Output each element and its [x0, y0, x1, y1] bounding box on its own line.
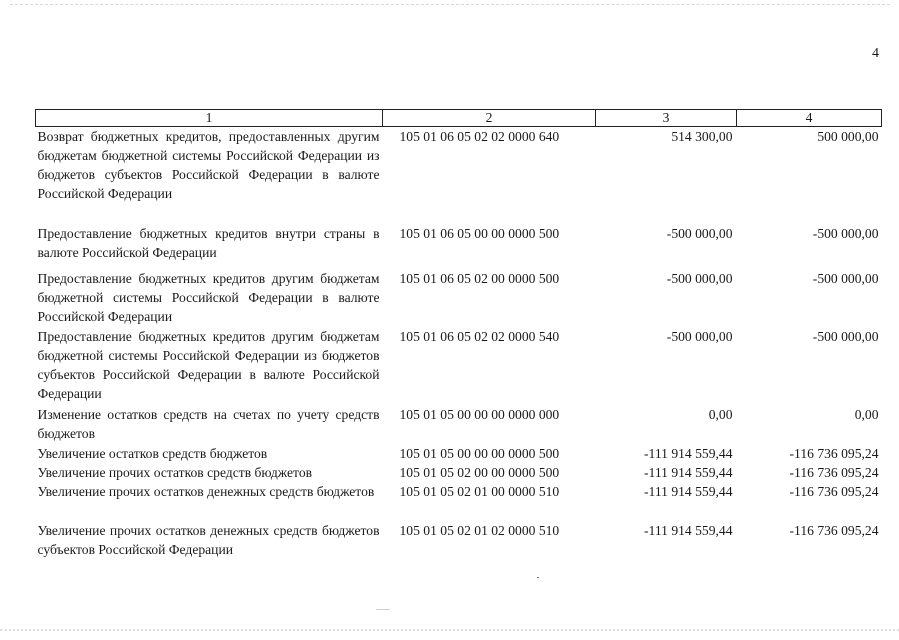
row-code: 105 01 06 05 00 00 0000 500: [399, 225, 560, 241]
table-header-row: [36, 110, 882, 127]
table-row: [36, 521, 882, 559]
row-code: 105 01 05 00 00 00 0000 500: [399, 445, 560, 461]
table-row: [36, 327, 882, 405]
row-value-col4: -116 736 095,24: [789, 483, 879, 499]
row-value-col4: 500 000,00: [817, 129, 879, 144]
row-value-col4: 0,00: [854, 406, 879, 422]
row-value-col3: -111 914 559,44: [644, 483, 733, 499]
row-value-col4: -116 736 095,24: [789, 445, 879, 461]
budget-sources-table: [35, 109, 882, 559]
table-row: [36, 127, 882, 224]
row-name: Предоставление бюджетных кредитов другим бюджетам бюджетной системы Российской Федерации в валюте Российской Федерации: [37, 270, 380, 324]
row-value-col4: -500 000,00: [812, 328, 879, 344]
row-value-col4: -116 736 095,24: [789, 464, 879, 480]
table-row: [36, 444, 882, 463]
row-code: 105 01 06 05 02 02 0000 640: [399, 129, 560, 144]
row-code: 105 01 06 05 02 02 0000 540: [399, 328, 560, 344]
row-name: Предоставление бюджетных кредитов внутри страны в валюте Российской Федерации: [37, 225, 380, 260]
row-value-col4: -500 000,00: [812, 270, 879, 286]
row-code: 105 01 06 05 02 00 0000 500: [399, 270, 560, 286]
table-row: [36, 405, 882, 444]
row-name: Увеличение остатков средств бюджетов: [37, 445, 268, 461]
table-row: [36, 463, 882, 482]
row-value-col3: 514 300,00: [671, 129, 733, 144]
table-row: [36, 269, 882, 327]
row-value-col4: -116 736 095,24: [789, 522, 879, 538]
scan-speck: [537, 577, 539, 578]
row-name: Увеличение прочих остатков средств бюджетов: [37, 464, 313, 480]
table-row: [36, 482, 882, 521]
row-value-col3: -111 914 559,44: [644, 445, 733, 461]
column-header-4: 4: [737, 110, 882, 127]
row-code: 105 01 05 00 00 00 0000 000: [399, 406, 560, 422]
row-value-col3: -111 914 559,44: [644, 464, 733, 480]
row-name: Увеличение прочих остатков денежных средств бюджетов: [37, 483, 375, 499]
row-code: 105 01 05 02 01 02 0000 510: [399, 522, 560, 538]
row-value-col3: -500 000,00: [666, 328, 733, 344]
scan-speck: [376, 609, 390, 610]
row-value-col3: 0,00: [708, 406, 733, 422]
row-code: 105 01 05 02 00 00 0000 500: [399, 464, 560, 480]
column-header-1: 1: [36, 110, 383, 127]
row-name: Возврат бюджетных кредитов, предоставленных другим бюджетам бюджетной системы Российской Федерации из бюджетов субъектов Российской Федерации в валюте Российской Федерации: [37, 129, 380, 201]
row-value-col3: -500 000,00: [666, 225, 733, 241]
table-row: [36, 224, 882, 269]
row-value-col3: -500 000,00: [666, 270, 733, 286]
column-header-3: 3: [596, 110, 737, 127]
row-name: Предоставление бюджетных кредитов другим бюджетам бюджетной системы Российской Федерации из бюджетов субъектов Российской Федерации в валюте Российской Федерации: [37, 328, 380, 401]
row-value-col4: -500 000,00: [812, 225, 879, 241]
column-header-2: 2: [383, 110, 596, 127]
row-name: Изменение остатков средств на счетах по учету средств бюджетов: [37, 406, 380, 441]
row-name: Увеличение прочих остатков денежных средств бюджетов субъектов Российской Федерации: [37, 522, 380, 557]
scan-artifact-top-line: [10, 4, 890, 5]
scan-artifact-bottom-line: [0, 629, 899, 631]
page-number: 4: [872, 46, 879, 61]
row-value-col3: -111 914 559,44: [644, 522, 733, 538]
row-code: 105 01 05 02 01 00 0000 510: [399, 483, 560, 499]
